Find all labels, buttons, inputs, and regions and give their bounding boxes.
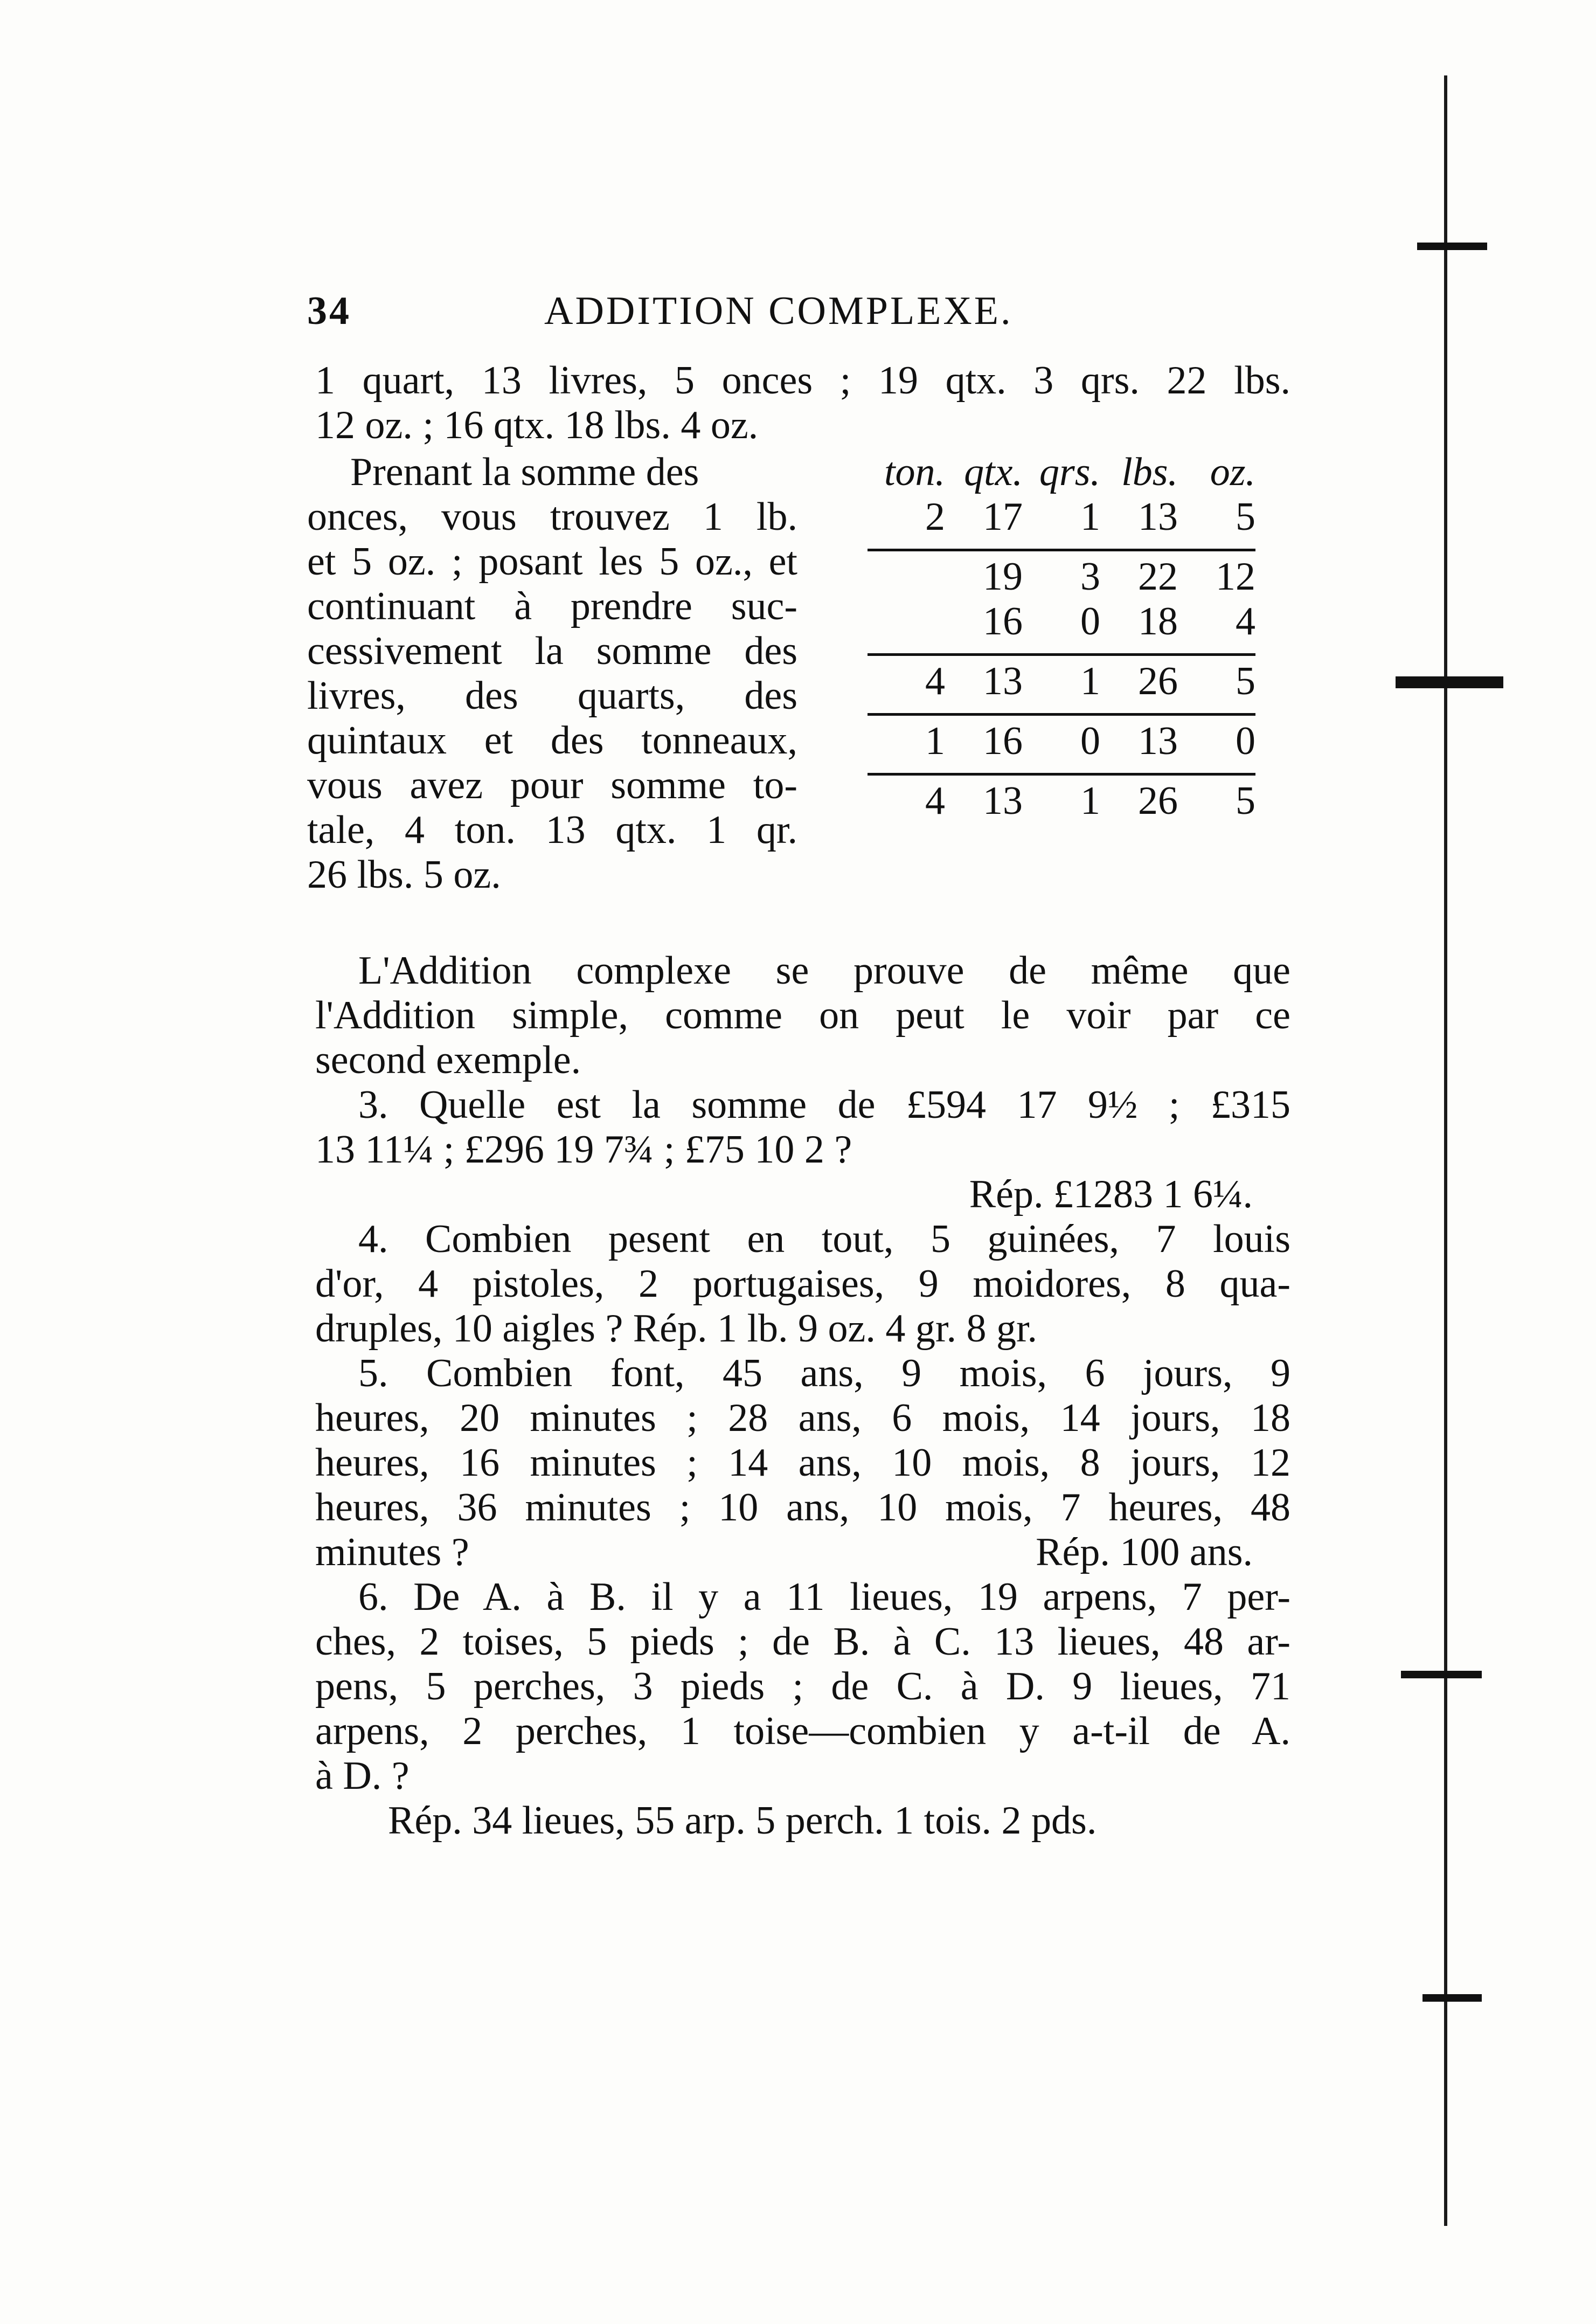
problem-5-answer: Rép. 100 ans. [1036,1530,1253,1574]
table-cell: 13 [1138,495,1178,539]
table-cell: 5 [1236,659,1255,703]
table-rule [868,704,1255,719]
table-cell [868,599,945,644]
table-row [868,659,1255,704]
addition-table [868,450,1255,824]
problem-4-line: d'or, 4 pistoles, 2 portugaises, 9 moidores, 8 qua- [315,1262,1290,1306]
explanation-column [307,450,797,897]
explanation-line: livres, des quarts, des [307,674,797,718]
explanation-line: continuant à prendre suc- [307,584,797,628]
page-edge-rule [1444,75,1447,2226]
table-cell: 13 [1138,719,1178,763]
table-cell: 3 [1080,555,1100,599]
problem-5-line: heures, 20 minutes ; 28 ans, 6 mois, 14 jours, 18 [315,1396,1290,1440]
table-cell: 13 [983,659,1023,703]
problem-4-line: druples, 10 aigles ? Rép. 1 lb. 9 oz. 4 gr. 8 gr. [315,1306,1038,1351]
table-cell: 1 [1080,779,1100,823]
problem-6-line: pens, 5 perches, 3 pieds ; de C. à D. 9 lieues, 71 [315,1664,1290,1709]
problem-6-line: 6. De A. à B. il y a 11 lieues, 19 arpens, 7 per- [358,1575,1290,1619]
explanation-line: onces, vous trouvez 1 lb. [307,495,797,539]
table-cell: 19 [983,555,1023,599]
table-header-cell: lbs. [1121,450,1178,494]
explanation-line: 26 lbs. 5 oz. [307,853,501,897]
problem-3-line: 3. Quelle est la somme de £594 17 9½ ; £315 [358,1083,1290,1127]
explanation-line: tale, 4 ton. 13 qtx. 1 qr. [307,808,797,852]
explanation-line: vous avez pour somme to- [307,763,797,807]
problem-6-answer: Rép. 34 lieues, 55 arp. 5 perch. 1 tois. 2 pds. [388,1799,1097,1843]
table-cell: 17 [983,495,1023,539]
table-row [868,555,1255,599]
table-cell: 5 [1236,779,1255,823]
table-row [868,599,1255,644]
table-header-cell: ton. [884,450,945,494]
edge-mark [1417,243,1487,250]
table-cell: 2 [925,495,945,539]
table-cell: 12 [1216,555,1255,599]
table-cell: 1 [1080,659,1100,703]
table-header-cell: oz. [1210,450,1255,494]
edge-mark [1422,1994,1482,2002]
table-cell: 0 [1236,719,1255,763]
table-cell: 18 [1138,599,1178,644]
table-cell: 4 [1236,599,1255,644]
explanation-line: Prenant la somme des [350,450,699,494]
table-cell: 26 [1138,659,1178,703]
problem-5-line: minutes ? [315,1530,469,1574]
problem-6-line: arpens, 2 perches, 1 toise—combien y a-t-il de A. [315,1709,1290,1753]
table-cell: 4 [925,779,945,823]
intro-line: 12 oz. ; 16 qtx. 18 lbs. 4 oz. [315,403,759,447]
table-cell: 0 [1080,719,1100,763]
proof-line: l'Addition simple, comme on peut le voir par ce [315,993,1290,1038]
edge-mark [1401,1671,1482,1678]
table-cell: 26 [1138,779,1178,823]
problem-6-line: à D. ? [315,1754,410,1798]
table-row [868,495,1255,540]
problem-4-line: 4. Combien pesent en tout, 5 guinées, 7 louis [358,1217,1290,1261]
problem-5-line: 5. Combien font, 45 ans, 9 mois, 6 jours, 9 [358,1351,1290,1395]
table-cell: 22 [1138,555,1178,599]
proof-line: second exemple. [315,1038,581,1082]
table-rule [868,764,1255,779]
table-cell: 13 [983,779,1023,823]
table-cell: 4 [925,659,945,703]
table-header-cell: qtx. [964,450,1023,494]
table-header-row [868,450,1255,495]
table-cell: 0 [1080,599,1100,644]
table-rule [868,644,1255,659]
explanation-line: quintaux et des tonneaux, [307,718,797,763]
table-cell: 16 [983,719,1023,763]
problem-5-line: heures, 36 minutes ; 10 ans, 10 mois, 7 heures, 48 [315,1485,1290,1530]
proof-line: L'Addition complexe se prouve de même que [358,949,1290,993]
table-cell: 5 [1236,495,1255,539]
explanation-line: cessivement la somme des [307,629,797,673]
table-cell: 1 [925,719,945,763]
page-title: ADDITION COMPLEXE. [544,289,1013,333]
table-header-cell: qrs. [1039,450,1100,494]
problem-3-line: 13 11¼ ; £296 19 7¾ ; £75 10 2 ? [315,1128,852,1172]
problem-6-line: ches, 2 toises, 5 pieds ; de B. à C. 13 lieues, 48 ar- [315,1620,1290,1664]
problem-5-line: heures, 16 minutes ; 14 ans, 10 mois, 8 jours, 12 [315,1441,1290,1485]
edge-mark [1396,676,1503,688]
table-rule [868,540,1255,555]
table-row [868,779,1255,824]
problem-3-answer: Rép. £1283 1 6¼. [969,1172,1253,1216]
table-cell: 1 [1080,495,1100,539]
table-cell: 16 [983,599,1023,644]
table-cell [868,555,945,599]
explanation-line: et 5 oz. ; posant les 5 oz., et [307,540,797,584]
intro-line: 1 quart, 13 livres, 5 onces ; 19 qtx. 3 qrs. 22 lbs. [315,358,1290,403]
table-row [868,719,1255,764]
page-number: 34 [307,289,351,333]
